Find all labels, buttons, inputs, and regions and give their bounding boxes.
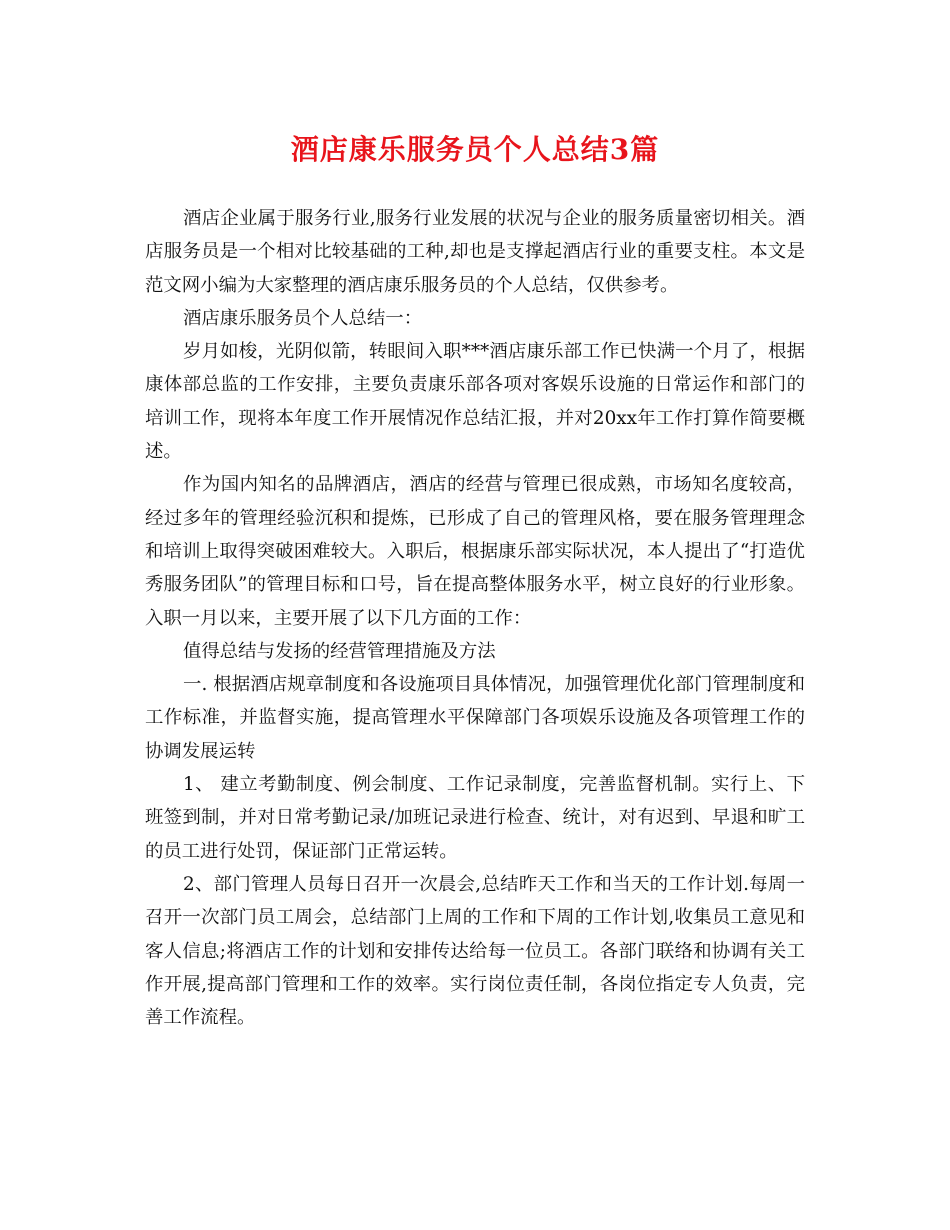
paragraph-subheading: 值得总结与发扬的经营管理措施及方法	[183, 640, 496, 662]
paragraph-section-heading: 酒店康乐服务员个人总结一：	[183, 307, 423, 329]
paragraph-overview: 岁月如梭，光阴似箭，转眼间入职***酒店康乐部工作已快满一个月了，根据康体部总监的工作安排，主要负责康乐部各项对客娱乐设施的日常运作和部门的培训工作，现将本年度工作开展情况作总结汇报，并对20xx年工作打算作简要概述。	[145, 341, 805, 463]
paragraph-item-2: 2、部门管理人员每日召开一次晨会,总结昨天工作和当天的工作计划.每周一召开一次部门员工周会，总结部门上周的工作和下周的工作计划,收集员工意见和客人信息;将酒店工作的计划和安排传达给每一位员工。各部门联络和协调有关工作开展,提高部门管理和工作的效率。实行岗位责任制，各岗位指定专人负责，完善工作流程。	[145, 873, 805, 1029]
paragraph-background: 作为国内知名的品牌酒店，酒店的经营与管理已很成熟，市场知名度较高，经过多年的管理经验沉积和提炼，已形成了自己的管理风格，要在服务管理理念和培训上取得突破困难较大。入职后，根据康乐部实际状况，本人提出了“打造优秀服务团队”的管理目标和口号，旨在提高整体服务水平，树立良好的行业形象。入职一月以来，主要开展了以下几方面的工作：	[145, 474, 805, 629]
paragraph-item-1: 1、 建立考勤制度、例会制度、工作记录制度，完善监督机制。实行上、下班签到制，并对日常考勤记录/加班记录进行检查、统计，对有迟到、早退和旷工的员工进行处罚，保证部门正常运转。	[145, 774, 805, 862]
paragraph-intro: 酒店企业属于服务行业,服务行业发展的状况与企业的服务质量密切相关。酒店服务员是一个相对比较基础的工种,却也是支撑起酒店行业的重要支柱。本文是范文网小编为大家整理的酒店康乐服务员的个人总结，仅供参考。	[145, 208, 805, 296]
document-title: 酒店康乐服务员个人总结3篇	[290, 133, 660, 166]
paragraph-point-one: 一. 根据酒店规章制度和各设施项目具体情况，加强管理优化部门管理制度和工作标准，并监督实施，提高管理水平保障部门各项娱乐设施及各项管理工作的协调发展运转	[145, 674, 805, 762]
document-body	[145, 202, 805, 1034]
